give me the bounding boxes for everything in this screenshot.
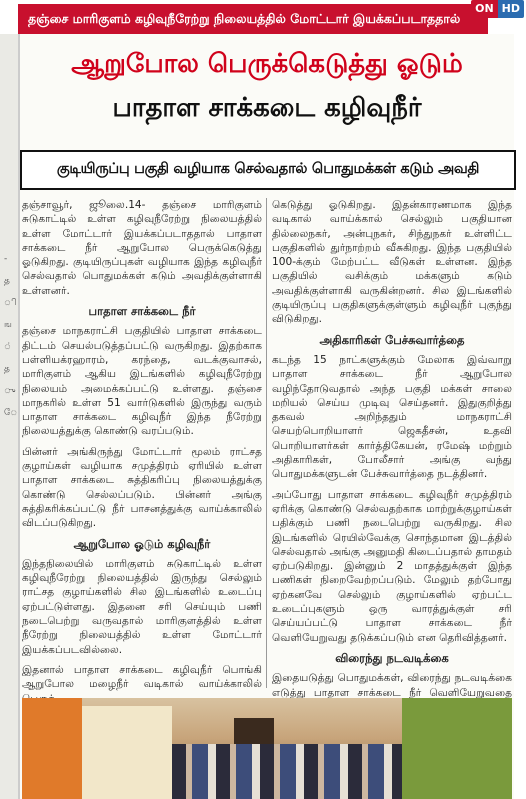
badge-on: ON (471, 0, 498, 18)
article-column-2 (272, 198, 512, 734)
paragraph: அப்போது பாதாள சாக்கடை கழிவுநீர் சமுத்திரம் ஏரிக்கு கொண்டு செல்வதற்காக மாற்றுக்குழாய்கள் பதிக்கும் பணி நடைபெற்று வருகிறது. சில இடங்களில் ரெயில்வேக்கு சொந்தமான இடத்தில் செல்வதால் அங்கு அனுமதி கிடைப்பதால் தாமதம் ஏற்படுகிறது. இன்னும் 2 மாதத்துக்குள் இந்த பணிகள் நிறைவேற்றப்படும். மேலும் தற்போது ஏற்கனவே செல்லும் குழாய்களில் ஏற்பட்ட உடைப்புகளும் ஒரு வாரத்துக்குள் சரி செய்யப்பட்டு பாதாள சாக்கடை நீர் வெளியேறுவது தடுக்கப்படும் என தெரிவித்தனர். (272, 488, 512, 644)
margin-glyph: த (4, 364, 10, 374)
subheadline: குடியிருப்பு பகுதி வழியாக செல்வதால் பொதுமக்கள் கடும் அவதி (20, 150, 516, 190)
column-divider (266, 198, 267, 688)
margin-glyph: ி (4, 298, 17, 308)
article-column-1 (22, 198, 262, 712)
margin-glyph: த (4, 276, 10, 286)
paragraph: பின்னர் அங்கிருந்து மோட்டார் மூலம் ராட்சத குழாய்கள் வழியாக சமுத்திரம் ஏரியில் உள்ள பாதாள சாக்கடை சுத்திகரிப்பு நிலையத்துக்கு கொண்டு செல்லப்படும். பின்னர் அங்கு சுத்திகரிக்கப்பட்டு நீர் பாசனத்துக்கு வாய்க்காலில் விடப்படுகிறது. (22, 445, 262, 530)
paragraph: தஞ்சாவூர், ஜூலை.14- தஞ்சை மாரிகுளம் சுடுகாட்டில் உள்ள கழிவுநீரேற்று நிலையத்தில் உள்ள மோட்டார் இயக்கப்படாததால் பாதாள சாக்கடை நீர் ஆறுபோல பெருக்கெடுத்து ஓடுகிறது. குடியிருப்புகள் வழியாக இந்த கழிவுநீர் செல்வதால் பொதுமக்கள் கடும் அவதிக்குள்ளாகி உள்ளனர். (22, 199, 262, 297)
news-photo (22, 698, 512, 799)
headline-line-1: ஆறுபோல பெருக்கெடுத்து ஓடும் (71, 49, 463, 79)
margin-glyph: ங (4, 320, 12, 330)
headline (22, 42, 512, 130)
paragraph: கெடுத்து ஓடுகிறது. இதன்காரணமாக இந்த வடிகால் வாய்க்கால் செல்லும் பகுதியான தில்லைநகர், அன்புநகர், சிந்துநகர் உள்ளிட்ட பகுதிகளில் துர்நாற்றம் வீசுகிறது. இந்த பகுதியில் 100-க்கும் மேற்பட்ட வீடுகள் உள்ளன. இந்த பகுதியில் வசிக்கும் மக்களும் கடும் அவதிக்குள்ளாகி வருகின்றனர். சில இடங்களில் குடியிருப்பு பகுதிகளுக்குள்ளும் கழிவுநீர் புகுந்து விடுகிறது. (272, 199, 512, 326)
paragraph: தஞ்சை மாநகராட்சி பகுதியில் பாதாள சாக்கடை திட்டம் செயல்படுத்தப்பட்டு வருகிறது. இதற்காக பள்ளியக்ரஹாரம், கரந்தை, வடக்குவாசல், மாரிகுளம் ஆகிய இடங்களில் கழிவுநீரேற்று நிலையம் அமைக்கப்பட்டு உள்ளது. தஞ்சை மாநகரில் உள்ள 51 வார்டுகளில் இருந்து வரும் பாதாள சாக்கடை கழிவுநீர் இந்த நீரேற்று நிலையத்துக்கு கொண்டு வரப்படும். (22, 325, 262, 438)
adjacent-page-strip (0, 34, 18, 799)
section-heading: விரைந்து நடவடிக்கை (335, 650, 449, 665)
margin-glyph: ே (4, 408, 18, 418)
margin-glyph: ் (4, 342, 12, 352)
paragraph: இந்தநிலையில் மாரிகுளம் சுடுகாட்டில் உள்ள கழிவுநீரேற்று நிலையத்தில் இருந்து செல்லும் ராட்சத குழாய்களில் சில இடங்களில் உடைப்பு ஏற்பட்டுள்ளது. இதனை சரி செய்யும் பணி நடைபெற்று வருவதால் மாரிகுளத்தில் உள்ள நீரேற்று நிலையத்தில் உள்ள மோட்டார் இயக்கப்படவில்லை. (22, 557, 262, 656)
on-hd-badge (471, 0, 524, 18)
badge-hd: HD (498, 0, 524, 18)
margin-glyph: ு (4, 386, 16, 396)
photo-crowd (172, 744, 422, 799)
margin-glyph: - (4, 254, 8, 264)
kicker-banner (18, 4, 488, 34)
photo-building (82, 706, 172, 799)
headline-line-2: பாதாள சாக்கடை கழிவுநீர் (112, 93, 422, 123)
section-heading: பாதாள சாக்கடை நீர் (88, 304, 196, 319)
photo-wall-left (22, 698, 82, 799)
photo-trees (402, 698, 512, 799)
section-heading: ஆறுபோல ஓடும் கழிவுநீர் (73, 536, 211, 551)
paragraph: இதையடுத்து பொதுமக்கள், விரைந்து நடவடிக்கை எடுத்து பாதாள சாக்கடை நீர் வெளியேறுவதை (272, 672, 512, 699)
paragraph: இதனால் பாதாள சாக்கடை கழிவுநீர் பொங்கி ஆறுபோல மழைநீர் வடிகால் வாய்க்காலில் (22, 663, 262, 691)
paragraph: கடந்த 15 நாட்களுக்கும் மேலாக இவ்வாறு பாதாள சாக்கடை நீர் ஆறுபோல வழிந்தோடுவதால் அந்த பகுதி மக்கள் சாலை மறியல் செய்ய முடிவு செய்தனர். இதுகுறித்து தகவல் அறிந்ததும் மாநகராட்சி செயற்பொறியாளர் ஜெகதீசன், உதவி பொறியாளர்கள் கார்த்திகேயன், ரமேஷ் மற்றும் அதிகாரிகள், போலீசார் அங்கு வந்து பொதுமக்களுடன் பேச்சுவார்த்தை நடத்தினர். (272, 353, 512, 481)
section-heading: அதிகாரிகள் பேச்சுவார்த்தை (319, 332, 465, 347)
kicker-text: தஞ்சை மாரிகுளம் கழிவுநீரேற்று நிலையத்தில் மோட்டார் இயக்கப்படாததால் (28, 10, 461, 26)
